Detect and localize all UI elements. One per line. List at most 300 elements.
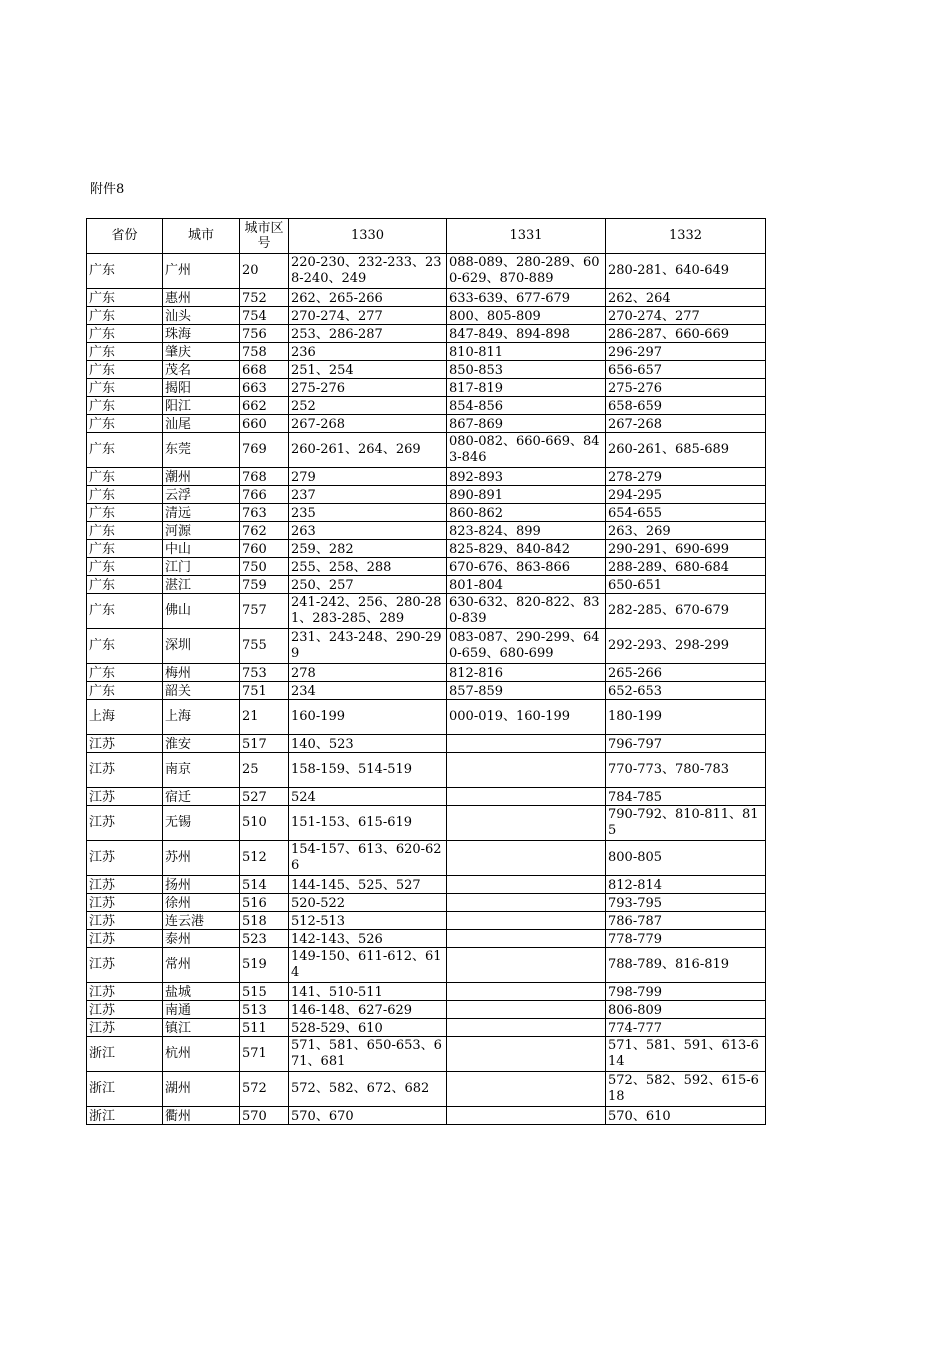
segment-1331-cell bbox=[447, 558, 606, 576]
city-cell-text: 揭阳 bbox=[165, 381, 192, 396]
segment-1330-cell bbox=[289, 325, 447, 343]
segment-1330-cell bbox=[289, 522, 447, 540]
table-row bbox=[87, 806, 766, 841]
segment-1332-cell bbox=[606, 558, 766, 576]
table-row bbox=[87, 788, 766, 806]
area-code-cell bbox=[240, 468, 289, 486]
province-cell-text: 广东 bbox=[89, 291, 116, 306]
segment-1330-cell bbox=[289, 912, 447, 930]
segment-1330-cell bbox=[289, 841, 447, 876]
city-cell bbox=[163, 1037, 240, 1072]
province-cell bbox=[87, 1037, 163, 1072]
area-code-cell bbox=[240, 1019, 289, 1037]
city-cell-text: 江门 bbox=[165, 560, 192, 575]
segment-1332-cell-text: 793-795 bbox=[608, 896, 663, 911]
city-cell bbox=[163, 735, 240, 753]
province-cell bbox=[87, 876, 163, 894]
segment-1332-cell bbox=[606, 1072, 766, 1107]
province-cell bbox=[87, 558, 163, 576]
area-code-cell-text: 514 bbox=[242, 878, 267, 893]
segment-1330-cell bbox=[289, 254, 447, 289]
segment-1332-cell bbox=[606, 343, 766, 361]
area-code-cell bbox=[240, 289, 289, 307]
province-cell-text: 广东 bbox=[89, 638, 116, 653]
segment-1332-cell bbox=[606, 522, 766, 540]
area-code-cell bbox=[240, 753, 289, 788]
table-row bbox=[87, 486, 766, 504]
segment-1332-cell-text: 788-789、816-819 bbox=[608, 957, 730, 972]
city-cell bbox=[163, 289, 240, 307]
segment-1332-cell bbox=[606, 912, 766, 930]
city-cell bbox=[163, 806, 240, 841]
segment-1330-cell-text: 520-522 bbox=[291, 896, 346, 911]
city-cell bbox=[163, 504, 240, 522]
segment-1331-cell bbox=[447, 307, 606, 325]
segment-1330-cell bbox=[289, 415, 447, 433]
province-cell bbox=[87, 289, 163, 307]
segment-1332-cell-text: 270-274、277 bbox=[608, 309, 700, 324]
area-code-cell-text: 757 bbox=[242, 603, 267, 618]
segment-1331-cell bbox=[447, 700, 606, 735]
segment-1330-cell-text: 528-529、610 bbox=[291, 1021, 383, 1036]
segment-1330-cell bbox=[289, 894, 447, 912]
segment-1331-cell-text bbox=[449, 930, 603, 947]
segment-1330-cell-text: 220-230、232-233、238-240、249 bbox=[291, 255, 442, 286]
area-code-cell-text: 523 bbox=[242, 932, 267, 947]
phone-number-segment-table bbox=[86, 218, 766, 1125]
segment-1330-cell-text: 275-276 bbox=[291, 381, 346, 396]
area-code-cell bbox=[240, 948, 289, 983]
segment-1332-cell-text: 658-659 bbox=[608, 399, 663, 414]
city-cell bbox=[163, 753, 240, 788]
area-code-cell-text: 662 bbox=[242, 399, 267, 414]
province-cell-text: 浙江 bbox=[89, 1109, 116, 1124]
segment-1331-cell bbox=[447, 576, 606, 594]
segment-1330-cell bbox=[289, 540, 447, 558]
city-cell bbox=[163, 343, 240, 361]
area-code-cell bbox=[240, 558, 289, 576]
city-cell bbox=[163, 1019, 240, 1037]
province-cell-text: 江苏 bbox=[89, 878, 116, 893]
segment-1332-cell-text: 812-814 bbox=[608, 878, 663, 893]
segment-1330-cell bbox=[289, 504, 447, 522]
area-code-cell bbox=[240, 343, 289, 361]
segment-1330-cell bbox=[289, 576, 447, 594]
segment-1331-cell bbox=[447, 930, 606, 948]
segment-1331-cell bbox=[447, 948, 606, 983]
segment-1331-cell-text bbox=[449, 876, 603, 893]
city-cell bbox=[163, 664, 240, 682]
area-code-cell bbox=[240, 361, 289, 379]
segment-1331-cell-text: 000-019、160-199 bbox=[449, 709, 571, 724]
city-cell-text: 珠海 bbox=[165, 327, 192, 342]
table-row bbox=[87, 735, 766, 753]
segment-1331-cell bbox=[447, 806, 606, 841]
segment-1331-cell-text: 800、805-809 bbox=[449, 309, 541, 324]
segment-1331-cell bbox=[447, 894, 606, 912]
area-code-cell-text: 763 bbox=[242, 506, 267, 521]
segment-1330-cell-text: 154-157、613、620-626 bbox=[291, 842, 442, 873]
area-code-cell bbox=[240, 1107, 289, 1125]
table-row bbox=[87, 254, 766, 289]
area-code-cell bbox=[240, 1001, 289, 1019]
area-code-cell-text: 759 bbox=[242, 578, 267, 593]
province-cell-text: 广东 bbox=[89, 417, 116, 432]
city-cell-text: 连云港 bbox=[165, 914, 205, 929]
segment-1330-cell-text: 524 bbox=[291, 790, 316, 805]
city-cell bbox=[163, 594, 240, 629]
segment-1330-cell bbox=[289, 1037, 447, 1072]
segment-1331-cell-text bbox=[449, 735, 603, 752]
city-cell bbox=[163, 841, 240, 876]
segment-1331-cell-text: 850-853 bbox=[449, 363, 504, 378]
segment-1332-cell bbox=[606, 753, 766, 788]
city-cell-text: 潮州 bbox=[165, 470, 192, 485]
city-cell bbox=[163, 397, 240, 415]
province-cell-text: 江苏 bbox=[89, 896, 116, 911]
province-cell-text: 广东 bbox=[89, 488, 116, 503]
table-header bbox=[87, 219, 766, 254]
area-code-cell-text: 511 bbox=[242, 1021, 267, 1036]
province-cell bbox=[87, 1019, 163, 1037]
segment-1330-cell bbox=[289, 1072, 447, 1107]
segment-1330-cell-text: 158-159、514-519 bbox=[291, 762, 413, 777]
segment-1332-cell bbox=[606, 289, 766, 307]
segment-1330-cell-text: 237 bbox=[291, 488, 316, 503]
city-cell bbox=[163, 468, 240, 486]
area-code-cell-text: 515 bbox=[242, 985, 267, 1000]
city-cell-text: 佛山 bbox=[165, 603, 192, 618]
segment-1330-cell-text: 252 bbox=[291, 399, 316, 414]
area-code-cell bbox=[240, 629, 289, 664]
table-row bbox=[87, 894, 766, 912]
city-cell-text: 苏州 bbox=[165, 850, 192, 865]
table-row bbox=[87, 576, 766, 594]
segment-1332-cell bbox=[606, 540, 766, 558]
segment-1330-cell-text: 151-153、615-619 bbox=[291, 815, 413, 830]
area-code-cell bbox=[240, 307, 289, 325]
area-code-cell-text: 527 bbox=[242, 790, 267, 805]
city-cell bbox=[163, 325, 240, 343]
segment-1330-cell-text: 241-242、256、280-281、283-285、289 bbox=[291, 595, 442, 626]
province-cell bbox=[87, 735, 163, 753]
segment-1330-cell bbox=[289, 1019, 447, 1037]
city-cell bbox=[163, 948, 240, 983]
segment-1332-cell-text: 262、264 bbox=[608, 291, 671, 306]
province-cell-text: 江苏 bbox=[89, 1003, 116, 1018]
table-row bbox=[87, 629, 766, 664]
table-row bbox=[87, 433, 766, 468]
segment-1331-cell bbox=[447, 325, 606, 343]
area-code-cell bbox=[240, 841, 289, 876]
segment-1332-cell bbox=[606, 325, 766, 343]
segment-1331-cell-text: 630-632、820-822、830-839 bbox=[449, 595, 600, 626]
segment-1330-cell-text: 253、286-287 bbox=[291, 327, 383, 342]
header-row bbox=[87, 219, 766, 254]
segment-1332-cell-text: 288-289、680-684 bbox=[608, 560, 730, 575]
segment-1330-cell-text: 144-145、525、527 bbox=[291, 878, 421, 893]
segment-1330-cell bbox=[289, 1001, 447, 1019]
segment-1330-cell-text: 255、258、288 bbox=[291, 560, 392, 575]
province-cell-text: 广东 bbox=[89, 560, 116, 575]
segment-1332-cell bbox=[606, 254, 766, 289]
table-row bbox=[87, 1107, 766, 1125]
area-code-cell-text: 762 bbox=[242, 524, 267, 539]
area-code-cell bbox=[240, 735, 289, 753]
segment-1330-cell-text: 260-261、264、269 bbox=[291, 442, 421, 457]
area-code-cell bbox=[240, 486, 289, 504]
segment-1331-cell bbox=[447, 379, 606, 397]
city-cell bbox=[163, 894, 240, 912]
segment-1332-cell bbox=[606, 682, 766, 700]
area-code-cell-text: 25 bbox=[242, 762, 259, 777]
city-cell-text: 扬州 bbox=[165, 878, 192, 893]
segment-1332-cell-text: 294-295 bbox=[608, 488, 663, 503]
area-code-cell bbox=[240, 876, 289, 894]
province-cell-text: 江苏 bbox=[89, 815, 116, 830]
province-cell bbox=[87, 682, 163, 700]
area-code-cell-text: 752 bbox=[242, 291, 267, 306]
segment-1330-cell-text: 259、282 bbox=[291, 542, 354, 557]
area-code-cell-text: 519 bbox=[242, 957, 267, 972]
area-code-cell-text: 21 bbox=[242, 709, 259, 724]
area-code-cell bbox=[240, 983, 289, 1001]
segment-1330-cell-text: 571、581、650-653、671、681 bbox=[291, 1038, 442, 1069]
area-code-cell-text: 512 bbox=[242, 850, 267, 865]
area-code-cell bbox=[240, 930, 289, 948]
segment-1331-cell-text bbox=[449, 788, 603, 805]
province-cell bbox=[87, 379, 163, 397]
table-row bbox=[87, 1037, 766, 1072]
province-cell-text: 广东 bbox=[89, 363, 116, 378]
segment-1332-cell-text: 260-261、685-689 bbox=[608, 442, 730, 457]
area-code-cell bbox=[240, 700, 289, 735]
area-code-cell-text: 663 bbox=[242, 381, 267, 396]
segment-1330-cell bbox=[289, 307, 447, 325]
table-row bbox=[87, 948, 766, 983]
segment-1331-cell bbox=[447, 361, 606, 379]
province-cell-text: 江苏 bbox=[89, 762, 116, 777]
city-cell-text: 惠州 bbox=[165, 291, 192, 306]
province-cell-text: 江苏 bbox=[89, 985, 116, 1000]
segment-1332-cell-text: 800-805 bbox=[608, 850, 663, 865]
segment-1332-cell-text: 282-285、670-679 bbox=[608, 603, 730, 618]
area-code-cell-text: 756 bbox=[242, 327, 267, 342]
province-cell bbox=[87, 540, 163, 558]
province-cell bbox=[87, 486, 163, 504]
segment-1332-cell bbox=[606, 876, 766, 894]
segment-1332-cell-text: 778-779 bbox=[608, 932, 663, 947]
area-code-cell-text: 769 bbox=[242, 442, 267, 457]
table-row bbox=[87, 930, 766, 948]
segment-1330-cell bbox=[289, 629, 447, 664]
segment-1332-cell bbox=[606, 948, 766, 983]
city-cell bbox=[163, 361, 240, 379]
segment-1331-cell bbox=[447, 841, 606, 876]
city-cell-text: 衢州 bbox=[165, 1109, 192, 1124]
segment-1331-cell-text bbox=[449, 1019, 603, 1036]
province-cell bbox=[87, 343, 163, 361]
city-cell bbox=[163, 307, 240, 325]
city-cell-text: 广州 bbox=[165, 263, 192, 278]
province-cell-text: 上海 bbox=[89, 709, 116, 724]
province-cell-text: 广东 bbox=[89, 506, 116, 521]
segment-1330-cell-text: 236 bbox=[291, 345, 316, 360]
segment-1331-cell-text: 801-804 bbox=[449, 578, 504, 593]
province-cell bbox=[87, 397, 163, 415]
area-code-cell-text: 753 bbox=[242, 666, 267, 681]
province-cell bbox=[87, 894, 163, 912]
segment-1332-cell-text: 280-281、640-649 bbox=[608, 263, 730, 278]
segment-1331-cell bbox=[447, 1072, 606, 1107]
segment-1332-cell bbox=[606, 664, 766, 682]
area-code-cell-text: 758 bbox=[242, 345, 267, 360]
table-row bbox=[87, 325, 766, 343]
area-code-cell bbox=[240, 433, 289, 468]
segment-1331-cell bbox=[447, 1019, 606, 1037]
area-code-cell-text: 668 bbox=[242, 363, 267, 378]
segment-1332-cell bbox=[606, 1037, 766, 1072]
city-cell-text: 镇江 bbox=[165, 1021, 192, 1036]
table-row bbox=[87, 540, 766, 558]
header-1331: 1331 bbox=[447, 219, 606, 254]
segment-1332-cell bbox=[606, 930, 766, 948]
area-code-cell bbox=[240, 682, 289, 700]
segment-1331-cell-text: 857-859 bbox=[449, 684, 504, 699]
area-code-cell bbox=[240, 1037, 289, 1072]
segment-1331-cell bbox=[447, 254, 606, 289]
segment-1332-cell-text: 265-266 bbox=[608, 666, 663, 681]
segment-1330-cell-text: 278 bbox=[291, 666, 316, 681]
segment-1330-cell-text: 142-143、526 bbox=[291, 932, 383, 947]
segment-1332-cell-text: 296-297 bbox=[608, 345, 663, 360]
province-cell bbox=[87, 948, 163, 983]
city-cell bbox=[163, 433, 240, 468]
city-cell-text: 汕尾 bbox=[165, 417, 192, 432]
segment-1331-cell bbox=[447, 594, 606, 629]
segment-1331-cell bbox=[447, 522, 606, 540]
city-cell-text: 韶关 bbox=[165, 684, 192, 699]
segment-1331-cell bbox=[447, 486, 606, 504]
area-code-cell-text: 513 bbox=[242, 1003, 267, 1018]
segment-1331-cell bbox=[447, 1107, 606, 1125]
segment-1330-cell bbox=[289, 876, 447, 894]
province-cell bbox=[87, 806, 163, 841]
province-cell-text: 广东 bbox=[89, 470, 116, 485]
city-cell bbox=[163, 558, 240, 576]
province-cell bbox=[87, 983, 163, 1001]
segment-1330-cell bbox=[289, 753, 447, 788]
segment-1332-cell bbox=[606, 576, 766, 594]
area-code-cell-text: 518 bbox=[242, 914, 267, 929]
city-cell bbox=[163, 254, 240, 289]
province-cell-text: 广东 bbox=[89, 263, 116, 278]
segment-1331-cell-text: 867-869 bbox=[449, 417, 504, 432]
segment-1332-cell-text: 786-787 bbox=[608, 914, 663, 929]
table-row bbox=[87, 504, 766, 522]
segment-1331-cell bbox=[447, 664, 606, 682]
city-cell-text: 东莞 bbox=[165, 442, 192, 457]
segment-1331-cell-text: 080-082、660-669、843-846 bbox=[449, 434, 600, 465]
segment-1331-cell-text: 633-639、677-679 bbox=[449, 291, 571, 306]
segment-1330-cell bbox=[289, 682, 447, 700]
segment-1331-cell bbox=[447, 682, 606, 700]
area-code-cell bbox=[240, 806, 289, 841]
segment-1332-cell-text: 654-655 bbox=[608, 506, 663, 521]
segment-1332-cell-text: 275-276 bbox=[608, 381, 663, 396]
segment-1332-cell-text: 278-279 bbox=[608, 470, 663, 485]
province-cell bbox=[87, 468, 163, 486]
segment-1331-cell bbox=[447, 983, 606, 1001]
segment-1330-cell-text: 267-268 bbox=[291, 417, 346, 432]
province-cell-text: 江苏 bbox=[89, 1021, 116, 1036]
city-cell-text: 南京 bbox=[165, 762, 192, 777]
segment-1332-cell bbox=[606, 415, 766, 433]
segment-1332-cell bbox=[606, 841, 766, 876]
area-code-cell bbox=[240, 540, 289, 558]
area-code-cell bbox=[240, 788, 289, 806]
segment-1331-cell bbox=[447, 1001, 606, 1019]
province-cell-text: 广东 bbox=[89, 578, 116, 593]
province-cell bbox=[87, 788, 163, 806]
city-cell bbox=[163, 788, 240, 806]
segment-1331-cell-text: 812-816 bbox=[449, 666, 504, 681]
header-city: 城市 bbox=[163, 219, 240, 254]
segment-1330-cell-text: 146-148、627-629 bbox=[291, 1003, 413, 1018]
city-cell bbox=[163, 576, 240, 594]
table-row bbox=[87, 397, 766, 415]
segment-1332-cell-text: 652-653 bbox=[608, 684, 663, 699]
table-row bbox=[87, 912, 766, 930]
segment-1330-cell bbox=[289, 594, 447, 629]
table-row bbox=[87, 1001, 766, 1019]
segment-1332-cell bbox=[606, 468, 766, 486]
segment-1330-cell-text: 570、670 bbox=[291, 1109, 354, 1124]
segment-1330-cell bbox=[289, 700, 447, 735]
segment-1332-cell bbox=[606, 700, 766, 735]
segment-1331-cell-text bbox=[449, 894, 603, 911]
segment-1330-cell-text: 149-150、611-612、614 bbox=[291, 949, 442, 980]
province-cell-text: 广东 bbox=[89, 442, 116, 457]
province-cell-text: 广东 bbox=[89, 684, 116, 699]
table-row bbox=[87, 379, 766, 397]
province-cell bbox=[87, 912, 163, 930]
segment-1332-cell-text: 784-785 bbox=[608, 790, 663, 805]
segment-1330-cell bbox=[289, 361, 447, 379]
area-code-cell-text: 516 bbox=[242, 896, 267, 911]
city-cell bbox=[163, 522, 240, 540]
segment-1330-cell-text: 231、243-248、290-299 bbox=[291, 630, 442, 661]
table-row bbox=[87, 361, 766, 379]
segment-1332-cell-text: 650-651 bbox=[608, 578, 663, 593]
segment-1332-cell-text: 292-293、298-299 bbox=[608, 638, 730, 653]
city-cell bbox=[163, 930, 240, 948]
area-code-cell bbox=[240, 415, 289, 433]
segment-1331-cell-text: 088-089、280-289、600-629、870-889 bbox=[449, 255, 600, 286]
segment-1332-cell-text: 790-792、810-811、815 bbox=[608, 807, 759, 838]
area-code-cell-text: 751 bbox=[242, 684, 267, 699]
segment-1330-cell bbox=[289, 289, 447, 307]
province-cell bbox=[87, 1001, 163, 1019]
segment-1330-cell bbox=[289, 806, 447, 841]
segment-1331-cell bbox=[447, 433, 606, 468]
area-code-cell-text: 766 bbox=[242, 488, 267, 503]
province-cell bbox=[87, 307, 163, 325]
segment-1331-cell-text bbox=[449, 1107, 603, 1124]
segment-1332-cell-text: 796-797 bbox=[608, 737, 663, 752]
province-cell bbox=[87, 504, 163, 522]
city-cell-text: 南通 bbox=[165, 1003, 192, 1018]
